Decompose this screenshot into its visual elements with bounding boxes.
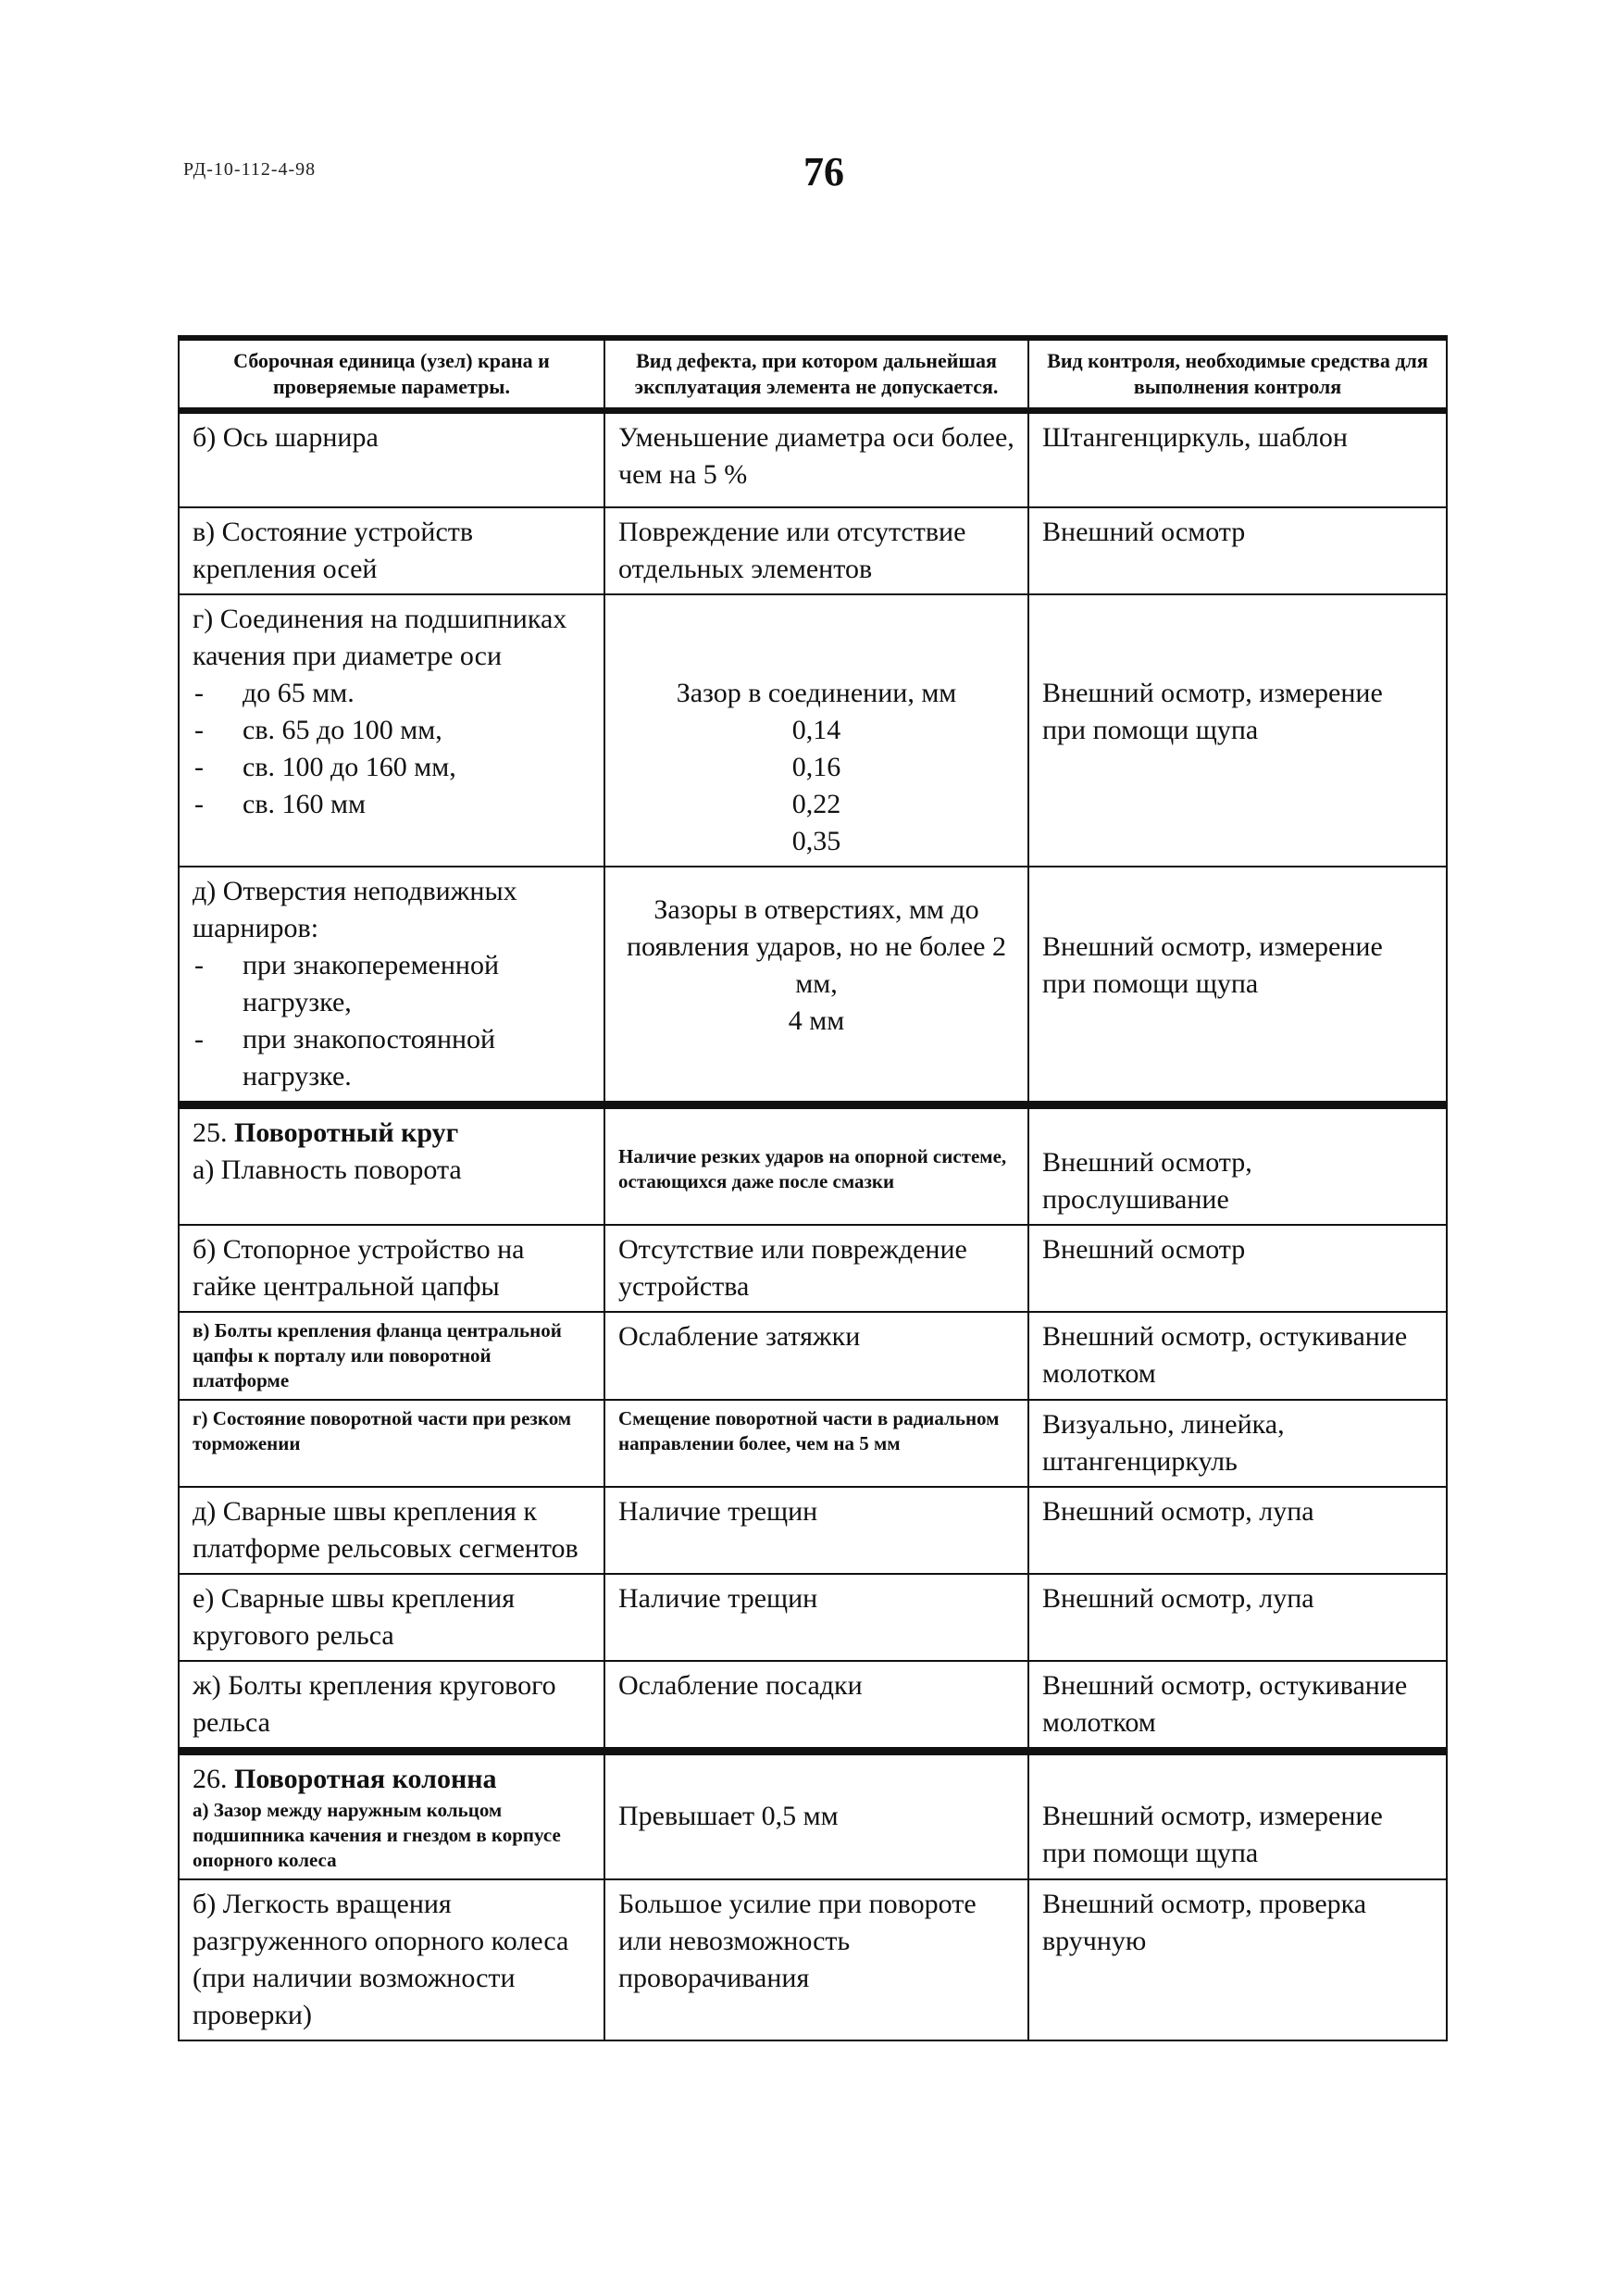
table-row [179, 1574, 1447, 1661]
param-cell: е) Сварные швы крепления кругового рельса [179, 1574, 604, 1661]
param-cell [179, 594, 604, 867]
defect-cell: Большое усилие при повороте или невозможность проворачивания [604, 1879, 1028, 2040]
list-item-text: св. 65 до 100 мм, [243, 714, 442, 745]
list-item: - до 65 мм. [194, 677, 355, 708]
param-cell: б) Легкость вращения разгруженного опорного колеса (при наличии возможности проверки) [179, 1879, 604, 2040]
table-row [179, 594, 1447, 867]
defect-cell [604, 1751, 1028, 1879]
param-list [193, 675, 591, 823]
control-cell [1028, 867, 1447, 1105]
control-cell: Внешний осмотр, проверка вручную [1028, 1879, 1447, 2040]
defect-text: Смещение поворотной части в радиальном направлении более, чем на 5 мм [618, 1406, 1000, 1454]
table-row [179, 1879, 1447, 2040]
param-text: в) Болты крепления фланца центральной цапфы к порталу или поворотной платформе [193, 1318, 562, 1391]
defect-cell [604, 1104, 1028, 1225]
defect-text: Зазоры в отверстиях, мм до появления ударов, но не более 2 мм, [627, 893, 1006, 999]
list-item-text: до 65 мм. [243, 677, 355, 708]
inspection-table [178, 335, 1448, 2041]
param-cell [179, 1104, 604, 1225]
table-header-row [179, 338, 1447, 411]
list-item: - св. 100 до 160 мм, [194, 751, 456, 782]
section-number: 26. [193, 1763, 228, 1794]
param-heading: д) Отверстия неподвижных шарниров: [193, 875, 517, 943]
list-item: - св. 160 мм [194, 788, 366, 819]
param-cell: в) Состояние устройств крепления осей [179, 507, 604, 594]
param-cell [179, 1400, 604, 1487]
list-item: - при знакопеременной нагрузке, [194, 949, 500, 1017]
table-row [179, 1751, 1447, 1879]
control-cell: Внешний осмотр [1028, 1225, 1447, 1312]
defect-cell: Уменьшение диаметра оси более, чем на 5 % [604, 411, 1028, 507]
list-item-text: св. 160 мм [243, 788, 366, 819]
section-heading [193, 1761, 591, 1798]
column-header-control: Вид контроля, необходимые средства для выполнения контроля [1028, 338, 1447, 411]
list-item: - св. 65 до 100 мм, [194, 714, 442, 745]
gap-value: 0,35 [791, 825, 841, 856]
list-item-text: св. 100 до 160 мм, [243, 751, 456, 782]
control-text: Внешний осмотр, измерение при помощи щупа [1042, 930, 1383, 999]
section-heading [193, 1115, 591, 1152]
list-item-text: при знакопеременной нагрузке, [243, 949, 500, 1017]
list-item: - при знакопостоянной нагрузке. [194, 1023, 496, 1092]
defect-cell [604, 594, 1028, 867]
control-cell: Внешний осмотр, лупа [1028, 1574, 1447, 1661]
table-row [179, 1661, 1447, 1752]
control-cell: Визуально, линейка, штангенциркуль [1028, 1400, 1447, 1487]
control-cell [1028, 1104, 1447, 1225]
table-row [179, 1312, 1447, 1400]
gap-value: 0,16 [791, 751, 841, 782]
control-cell [1028, 1751, 1447, 1879]
section-title: Поворотная колонна [234, 1763, 497, 1794]
column-header-defect: Вид дефекта, при котором дальнейшая эксплуатация элемента не допускается. [604, 338, 1028, 411]
defect-text: Превышает 0,5 мм [618, 1800, 839, 1831]
document-code: РД-10-112-4-98 [183, 159, 317, 180]
param-cell [179, 1312, 604, 1400]
control-cell: Внешний осмотр [1028, 507, 1447, 594]
param-cell [179, 1751, 604, 1879]
param-text: а) Зазор между наружным кольцом подшипника качения и гнездом в корпусе опорного колеса [193, 1798, 561, 1871]
param-cell: б) Ось шарнира [179, 411, 604, 507]
defect-heading: Зазор в соединении, мм [676, 677, 957, 708]
table-row [179, 1400, 1447, 1487]
section-number: 25. [193, 1117, 228, 1148]
defect-cell: Ослабление посадки [604, 1661, 1028, 1752]
param-cell: д) Сварные швы крепления к платформе рельсовых сегментов [179, 1487, 604, 1574]
table-row [179, 1487, 1447, 1574]
param-text: а) Плавность поворота [193, 1154, 462, 1185]
defect-cell [604, 867, 1028, 1105]
gap-values [618, 712, 1014, 860]
defect-cell: Отсутствие или повреждение устройства [604, 1225, 1028, 1312]
control-text: Внешний осмотр, измерение при помощи щупа [1042, 1800, 1383, 1868]
control-cell: Внешний осмотр, остукивание молотком [1028, 1661, 1447, 1752]
gap-value: 0,14 [791, 714, 841, 745]
control-text: Внешний осмотр, измерение при помощи щупа [1042, 677, 1383, 745]
param-cell: б) Стопорное устройство на гайке центральной цапфы [179, 1225, 604, 1312]
param-cell: ж) Болты крепления кругового рельса [179, 1661, 604, 1752]
defect-cell: Наличие трещин [604, 1574, 1028, 1661]
defect-cell: Повреждение или отсутствие отдельных элементов [604, 507, 1028, 594]
control-cell: Штангенциркуль, шаблон [1028, 411, 1447, 507]
defect-cell [604, 1400, 1028, 1487]
param-list [193, 947, 591, 1095]
column-header-unit: Сборочная единица (узел) крана и проверяемые параметры. [179, 338, 604, 411]
param-text: г) Состояние поворотной части при резком торможении [193, 1406, 572, 1454]
defect-text: Наличие резких ударов на опорной системе, остающихся даже после смазки [618, 1144, 1007, 1192]
defect-extra: 4 мм [788, 1004, 845, 1036]
control-cell: Внешний осмотр, остукивание молотком [1028, 1312, 1447, 1400]
control-text: Внешний осмотр, прослушивание [1042, 1146, 1252, 1215]
defect-cell: Ослабление затяжки [604, 1312, 1028, 1400]
control-cell: Внешний осмотр, лупа [1028, 1487, 1447, 1574]
param-cell [179, 867, 604, 1105]
table-row [179, 507, 1447, 594]
control-cell [1028, 594, 1447, 867]
defect-cell: Наличие трещин [604, 1487, 1028, 1574]
page-number: 76 [803, 149, 844, 194]
table-row [179, 1225, 1447, 1312]
gap-value: 0,22 [791, 788, 841, 819]
table-row [179, 411, 1447, 507]
table-row [179, 867, 1447, 1105]
list-item-text: при знакопостоянной нагрузке. [243, 1023, 496, 1092]
table-row [179, 1104, 1447, 1225]
section-title: Поворотный круг [234, 1117, 459, 1148]
param-heading: г) Соединения на подшипниках качения при диаметре оси [193, 603, 567, 671]
